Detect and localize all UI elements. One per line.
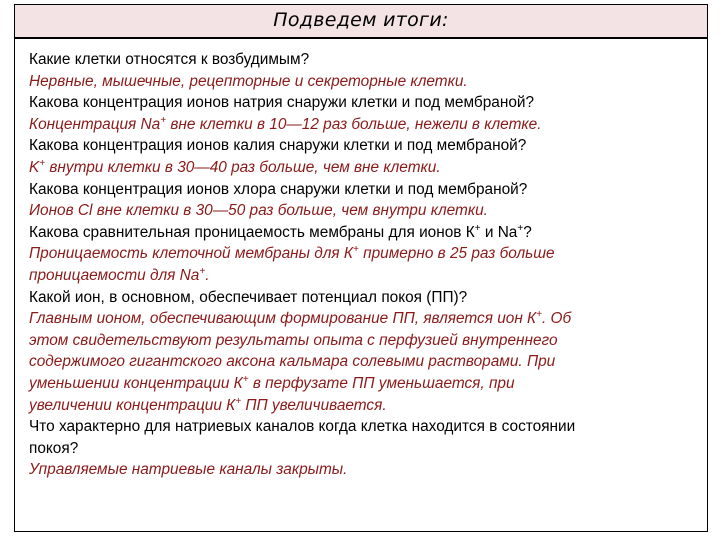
question-line (29, 438, 689, 460)
superscript-charge: + (517, 222, 524, 234)
text-segment: Главным ионом, обеспечивающим формирование ПП, является ион К (29, 310, 537, 328)
text-segment: Управляемые натриевые каналы закрыты. (29, 461, 348, 479)
title-bar (14, 4, 708, 38)
superscript-charge: + (160, 114, 167, 126)
answer-line (29, 351, 689, 373)
text-segment: Проницаемость клеточной мембраны для К (29, 245, 353, 263)
superscript-charge: + (536, 309, 542, 321)
superscript-charge: + (242, 373, 249, 385)
text-segment: и Na (480, 223, 518, 241)
answer-line (29, 157, 689, 179)
text-segment: вне клетки в 10—12 раз больше, нежели в клетке. (166, 115, 542, 133)
superscript-charge: + (199, 265, 206, 277)
text-segment: внутри клетки в 30—40 раз больше, чем вне клетки. (45, 158, 441, 176)
question-line (29, 416, 689, 438)
text-segment: уменьшении концентрации К (29, 374, 243, 392)
text-segment: Ионов Cl вне клетки в 30—50 раз больше, чем внутри клетки. (29, 202, 488, 220)
text-segment: Какова концентрация ионов калия снаружи клетки и под мембраной? (29, 137, 527, 155)
question-line (29, 49, 689, 71)
superscript-charge: + (39, 157, 46, 169)
answer-line (29, 330, 689, 352)
answer-line (29, 243, 689, 265)
qa-list (29, 49, 689, 481)
text-segment: Какой ион, в основном, обеспечивает потенциал покоя (ПП)? (29, 288, 468, 306)
text-segment: содержимого гигантского аксона кальмара солевыми растворами. При (29, 353, 556, 371)
question-line (29, 179, 689, 201)
answer-line (29, 71, 689, 93)
text-segment: Какие клетки относятся к возбудимым? (29, 51, 310, 68)
superscript-charge: + (352, 244, 359, 256)
text-segment: этом свидетельствуют результаты опыта с перфузией внутреннего (29, 331, 558, 349)
answer-line (29, 459, 689, 481)
answer-line (29, 373, 689, 395)
text-segment: Концентрация Na (29, 115, 161, 133)
answer-line (29, 114, 689, 136)
text-segment: ПП увеличивается. (241, 396, 387, 414)
text-segment: проницаемости для Na (29, 266, 200, 284)
text-segment: . (205, 266, 210, 284)
text-segment: Нервные, мышечные, рецепторные и секреторные клетки. (29, 72, 468, 90)
text-segment: увеличении концентрации К (29, 396, 236, 414)
question-line (29, 92, 689, 114)
text-segment: Какова концентрация ионов хлора снаружи клетки и под мембраной? (29, 180, 528, 198)
answer-line (29, 200, 689, 222)
answer-line (29, 265, 689, 287)
text-segment: Какова сравнительная проницаемость мембраны для ионов К (29, 223, 475, 241)
text-segment: K (29, 158, 40, 176)
answer-line (29, 395, 689, 417)
question-line (29, 222, 689, 244)
content-panel (14, 38, 708, 532)
text-segment: покоя? (29, 439, 79, 457)
text-segment: Что характерно для натриевых каналов когда клетка находится в состоянии (29, 418, 576, 436)
page-title: Подведем итоги: (273, 9, 449, 31)
text-segment: примерно в 25 раз больше (358, 245, 555, 263)
text-segment: . Об (541, 310, 572, 328)
text-segment: Какова концентрация ионов натрия снаружи клетки и под мембраной? (29, 94, 535, 112)
question-line (29, 287, 689, 309)
answer-line (29, 308, 689, 330)
text-segment: ? (523, 223, 532, 241)
superscript-charge: + (235, 395, 242, 407)
superscript-charge: + (474, 222, 481, 234)
text-segment: в перфузате ПП уменьшается, при (248, 374, 515, 392)
question-line (29, 135, 689, 157)
